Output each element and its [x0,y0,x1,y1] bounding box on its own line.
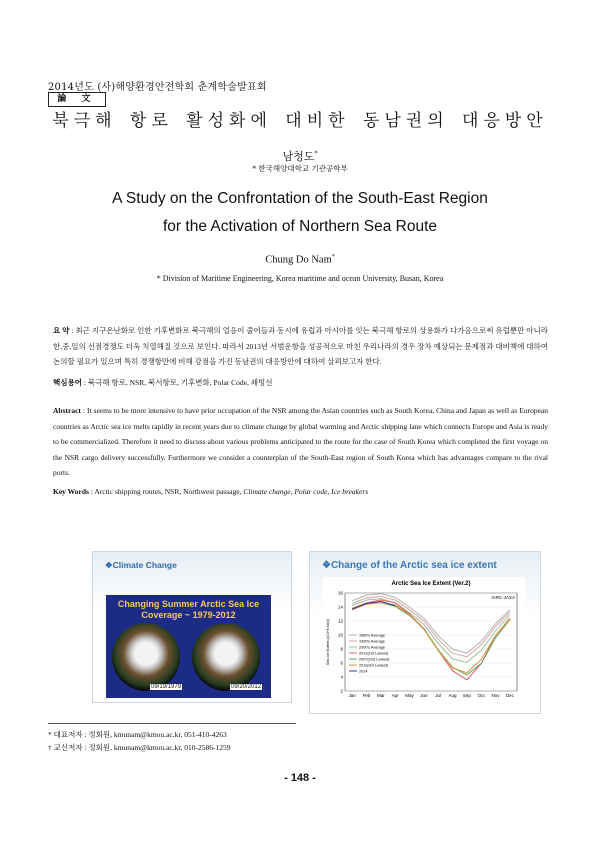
legend-label: 2012(1st Lowest) [359,651,389,656]
english-title-line-2: for the Activation of Northern Sea Route [163,218,437,235]
x-tick-label: Jul [435,693,442,698]
sea-ice-banner-title [106,599,271,621]
figure-1-title: ❖Climate Change [105,560,177,570]
x-tick-label: Oct [477,693,485,698]
banner-line-1: Changing Summer Arctic Sea Ice [117,599,260,609]
y-tick-label: 16 [337,590,343,596]
paper-type-tag: 論 文 [48,92,106,107]
page-number: - 148 - [284,772,316,784]
english-keywords [53,484,548,500]
english-author-mark: * [331,254,335,260]
legend-label: 2007(2nd Lowest) [359,657,390,662]
x-tick-label: Sep [462,693,471,698]
globe-date-1979: 09/19/1979 [151,684,182,690]
korean-keywords-label: 핵심용어 [53,378,82,387]
y-tick-label: 8 [340,646,343,652]
legend-label: 2011(3rd Lowest) [359,663,389,668]
sea-ice-banner-panel [106,595,271,698]
english-affiliation: * Division of Maritime Engineering, Korea maritime and ocean University, Busan, Korea [156,274,444,283]
arctic-globe-2012-image [192,623,260,691]
english-keywords-text: : Arctic shipping routes, NSR, Northwest passage, [88,487,244,496]
banner-line-2: Coverage ~ 1979-2012 [141,610,236,620]
x-tick-label: Dec [505,693,514,698]
x-tick-label: May [405,693,414,698]
korean-affiliation: * 한국해양대학교 기관공학부 [252,164,348,173]
english-keywords-italic: Climate change, Polar code, Ice breakers [243,487,369,496]
english-keywords-label: Key Words [53,487,89,496]
legend-label: 2014 [359,669,368,674]
legend-label: 2000's Average [359,645,385,650]
figure-climate-change [92,551,292,703]
x-tick-label: Nov [491,693,500,698]
sea-ice-chart-container [323,577,525,707]
globe-date-2012: 09/20/2012 [231,684,262,690]
chart-source-label: IARC-JAXA [491,595,515,600]
x-tick-label: Jun [420,693,428,698]
legend-label: 1990's Average [359,639,385,644]
y-tick-label: 4 [340,674,343,680]
figure-sea-ice-extent [309,551,541,714]
figure-2-title: ❖Change of the Arctic sea ice extent [322,560,497,571]
chart-title: Arctic Sea Ice Extent (Ver.2) [391,581,471,587]
english-title [0,185,600,241]
korean-author [0,148,600,164]
x-tick-label: Aug [448,693,457,698]
korean-abstract [53,323,548,370]
korean-title: 북극해 항로 활성화에 대비한 동남권의 대응방안 [52,111,548,131]
english-abstract-label: Abstract [53,406,81,415]
english-abstract-text: : It seems to be more intensive to have prior occupation of the NSR among the Asian countries such as South Korea, China and Japan as well as European countries as Arctic sea ice melts rapidly in recent years due to climate change by global warming and Arctic shipping lane which connects Europe and Asia is ready to be commercialized. Therefore it need to discuss about various problems anticipated to the route for the case of South Korea which completed the first voyage on the NSR cargo delivery successfully. Furthermore we consider a counterplan of the South-East region of South Korea which has advantages compare to the rival ports. [53,406,548,477]
english-title-line-1: A Study on the Confrontation of the South-East Region [112,190,488,207]
arctic-globe-1979-image [112,623,180,691]
english-author [0,254,600,266]
sea-ice-extent-chart [323,577,525,707]
korean-keywords-text: : 북극해 항로, NSR, 북서항로, 기후변화, Polar Code, 쇄빙선 [81,378,273,387]
y-tick-label: 12 [337,618,343,624]
korean-author-mark: * [314,150,318,158]
y-axis-label: Sea Ice Extent (x10^6 km2) [326,618,330,666]
footnote-divider [48,723,296,724]
footnote-corresponding-author: † 교신저자 : 정회원, kmunam@kmou.ac.kr, 010-2586-1259 [48,743,231,752]
english-abstract [53,403,548,481]
english-author-name: Chung Do Nam [265,254,332,266]
x-tick-label: Apr [391,693,399,698]
korean-author-name: 남청도 [282,150,315,163]
footnote-lead-author: * 대표저자 : 정회원, kmunam@kmou.ac.kr, 051-410-4263 [48,730,227,739]
x-tick-label: Jan [348,693,356,698]
legend-label: 1980's Average [359,633,385,638]
korean-abstract-text: : 최근 지구온난화로 인한 기후변화로 북극해의 얼음이 줄어들과 동시에 유럽과 아시아를 잇는 북극해 항로의 상용화가 다가옴으로써 유럽뿐만 아니라 한,중,일의 선점경쟁도 더욱 치열해질 것으로 보인다. 따라서 2013년 서범운항을 성공적으로 마친 우리나라의 경우 장차 예상되는 문제점과 대비책에 대하여 논의할 필요가 있으며 특히 경쟁항만에 비해 강점을 가진 동남권의 대응방안에 대하여 살펴보고자 한다. [53,326,548,366]
x-tick-label: Mar [376,693,385,698]
y-tick-label: 2 [340,688,343,694]
conference-header: 2014년도 (사)해양환경안전학회 춘계학술발표회 [48,82,267,93]
y-tick-label: 10 [337,632,343,638]
x-tick-label: Feb [362,693,371,698]
y-tick-label: 6 [340,660,343,666]
korean-abstract-label: 요 약 [53,326,70,335]
y-tick-label: 14 [337,604,343,610]
korean-keywords [53,375,548,391]
